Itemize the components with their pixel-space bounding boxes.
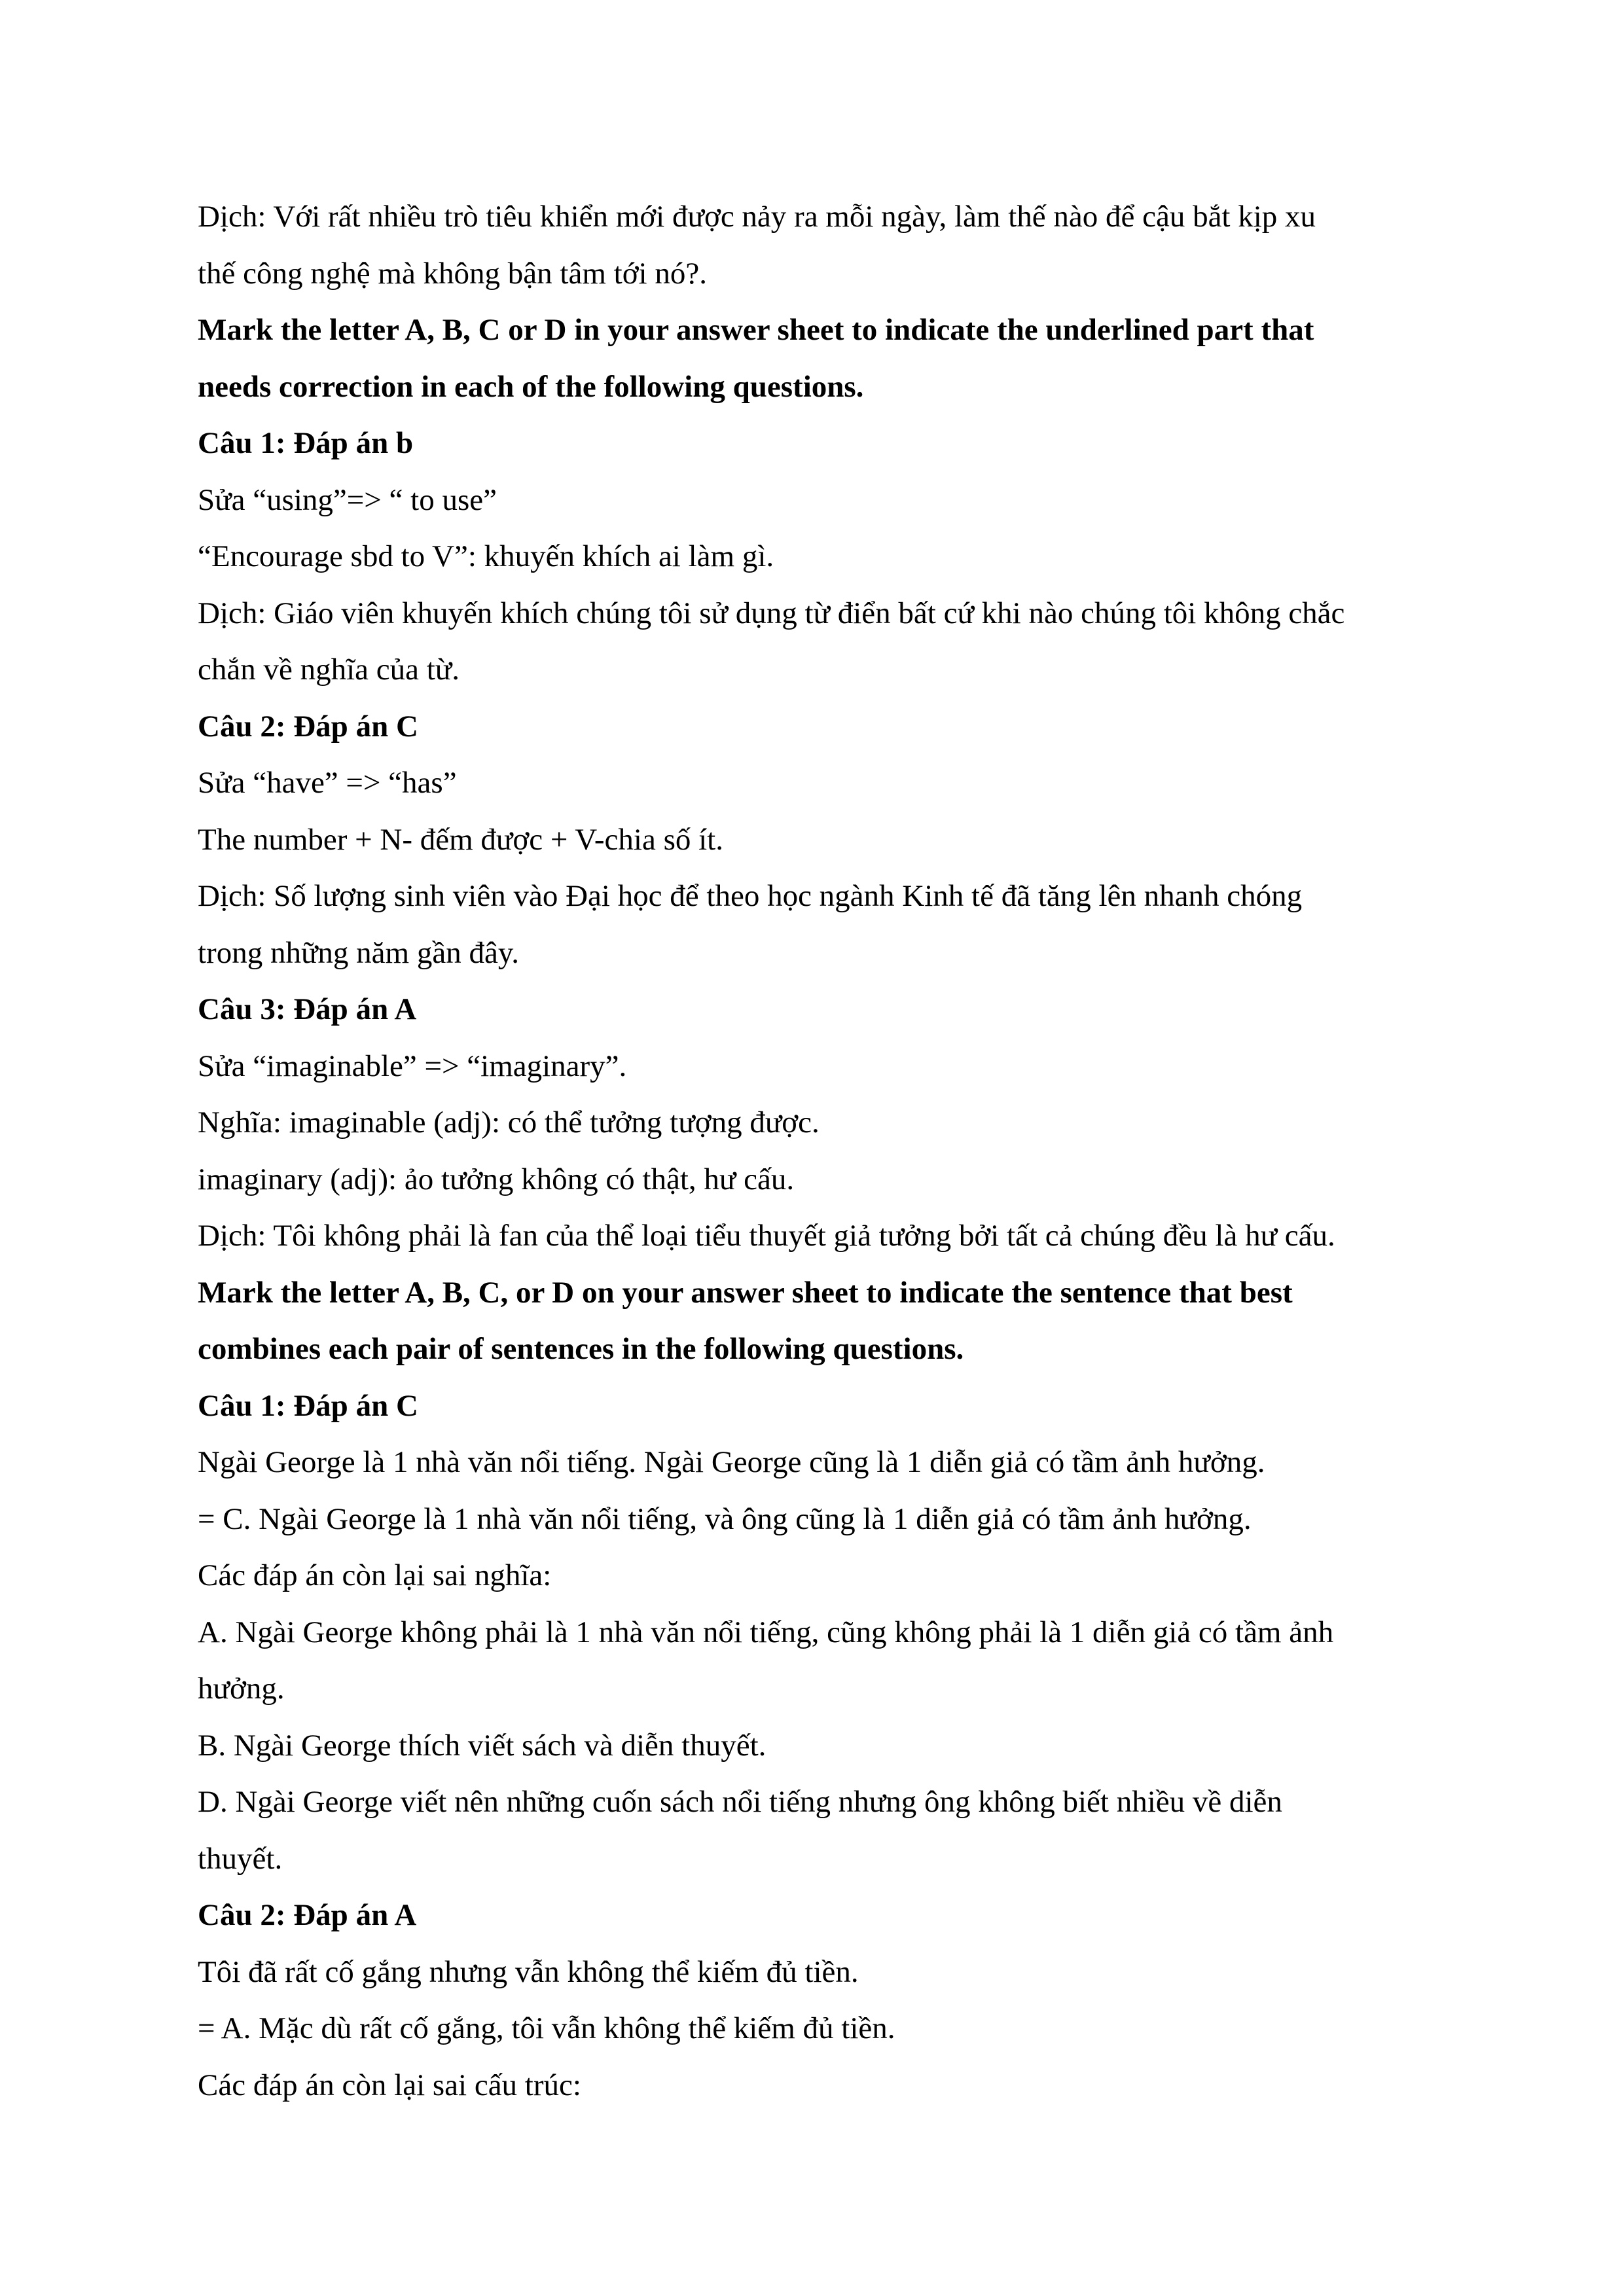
section-instruction: combines each pair of sentences in the following questions. bbox=[198, 1332, 964, 1366]
answer-line: Sửa “imaginable” => “imaginary”. bbox=[198, 1049, 627, 1083]
answer-line: Dịch: Số lượng sinh viên vào Đại học để theo học ngành Kinh tế đã tăng lên nhanh chóng bbox=[198, 879, 1303, 913]
question-heading: Câu 1: Đáp án b bbox=[198, 426, 414, 460]
page-content bbox=[198, 188, 1441, 2113]
answer-line: hưởng. bbox=[198, 1672, 285, 1706]
intro-translation-line: thế công nghệ mà không bận tâm tới nó?. bbox=[198, 256, 707, 291]
question-heading: Câu 1: Đáp án C bbox=[198, 1388, 418, 1423]
section-instruction: Mark the letter A, B, C or D in your answer sheet to indicate the underlined part that bbox=[198, 313, 1314, 347]
intro-translation-line: Dịch: Với rất nhiều trò tiêu khiển mới được nảy ra mỗi ngày, làm thế nào để cậu bắt kịp xu bbox=[198, 200, 1316, 234]
answer-line: trong những năm gần đây. bbox=[198, 935, 520, 970]
answer-line: Các đáp án còn lại sai cấu trúc: bbox=[198, 2068, 581, 2102]
answer-line: A. Ngài George không phải là 1 nhà văn nổi tiếng, cũng không phải là 1 diễn giả có tầm ảnh bbox=[198, 1615, 1334, 1649]
answer-line: Sửa “using”=> “ to use” bbox=[198, 482, 497, 517]
answer-line: chắn về nghĩa của từ. bbox=[198, 653, 460, 687]
answer-line: Các đáp án còn lại sai nghĩa: bbox=[198, 1558, 552, 1592]
section-instruction: needs correction in each of the following questions. bbox=[198, 369, 864, 404]
answer-line: thuyết. bbox=[198, 1841, 283, 1876]
section-instruction: Mark the letter A, B, C, or D on your answer sheet to indicate the sentence that best bbox=[198, 1275, 1293, 1310]
answer-line: “Encourage sbd to V”: khuyến khích ai làm gì. bbox=[198, 539, 774, 573]
answer-line: D. Ngài George viết nên những cuốn sách nổi tiếng nhưng ông không biết nhiều về diễn bbox=[198, 1785, 1282, 1819]
answer-line: imaginary (adj): ảo tưởng không có thật, hư cấu. bbox=[198, 1162, 795, 1196]
answer-line: = C. Ngài George là 1 nhà văn nổi tiếng, và ông cũng là 1 diễn giả có tầm ảnh hưởng. bbox=[198, 1501, 1252, 1536]
answer-line: Sửa “have” => “has” bbox=[198, 766, 457, 800]
answer-line: The number + N- đếm được + V-chia số ít. bbox=[198, 822, 723, 857]
question-heading: Câu 3: Đáp án A bbox=[198, 992, 417, 1026]
question-heading: Câu 2: Đáp án A bbox=[198, 1898, 417, 1932]
answer-line: Tôi đã rất cố gắng nhưng vẫn không thể kiếm đủ tiền. bbox=[198, 1954, 859, 1989]
answer-line: = A. Mặc dù rất cố gắng, tôi vẫn không thể kiếm đủ tiền. bbox=[198, 2011, 895, 2045]
answer-line: Ngài George là 1 nhà văn nổi tiếng. Ngài George cũng là 1 diễn giả có tầm ảnh hưởng. bbox=[198, 1445, 1265, 1479]
answer-line: Dịch: Tôi không phải là fan của thể loại tiểu thuyết giả tưởng bởi tất cả chúng đều là hư cấu. bbox=[198, 1219, 1335, 1253]
answer-line: Nghĩa: imaginable (adj): có thể tưởng tượng được. bbox=[198, 1105, 820, 1139]
answer-line: Dịch: Giáo viên khuyến khích chúng tôi sử dụng từ điển bất cứ khi nào chúng tôi không chắc bbox=[198, 596, 1345, 630]
question-heading: Câu 2: Đáp án C bbox=[198, 709, 418, 744]
answer-line: B. Ngài George thích viết sách và diễn thuyết. bbox=[198, 1728, 767, 1763]
